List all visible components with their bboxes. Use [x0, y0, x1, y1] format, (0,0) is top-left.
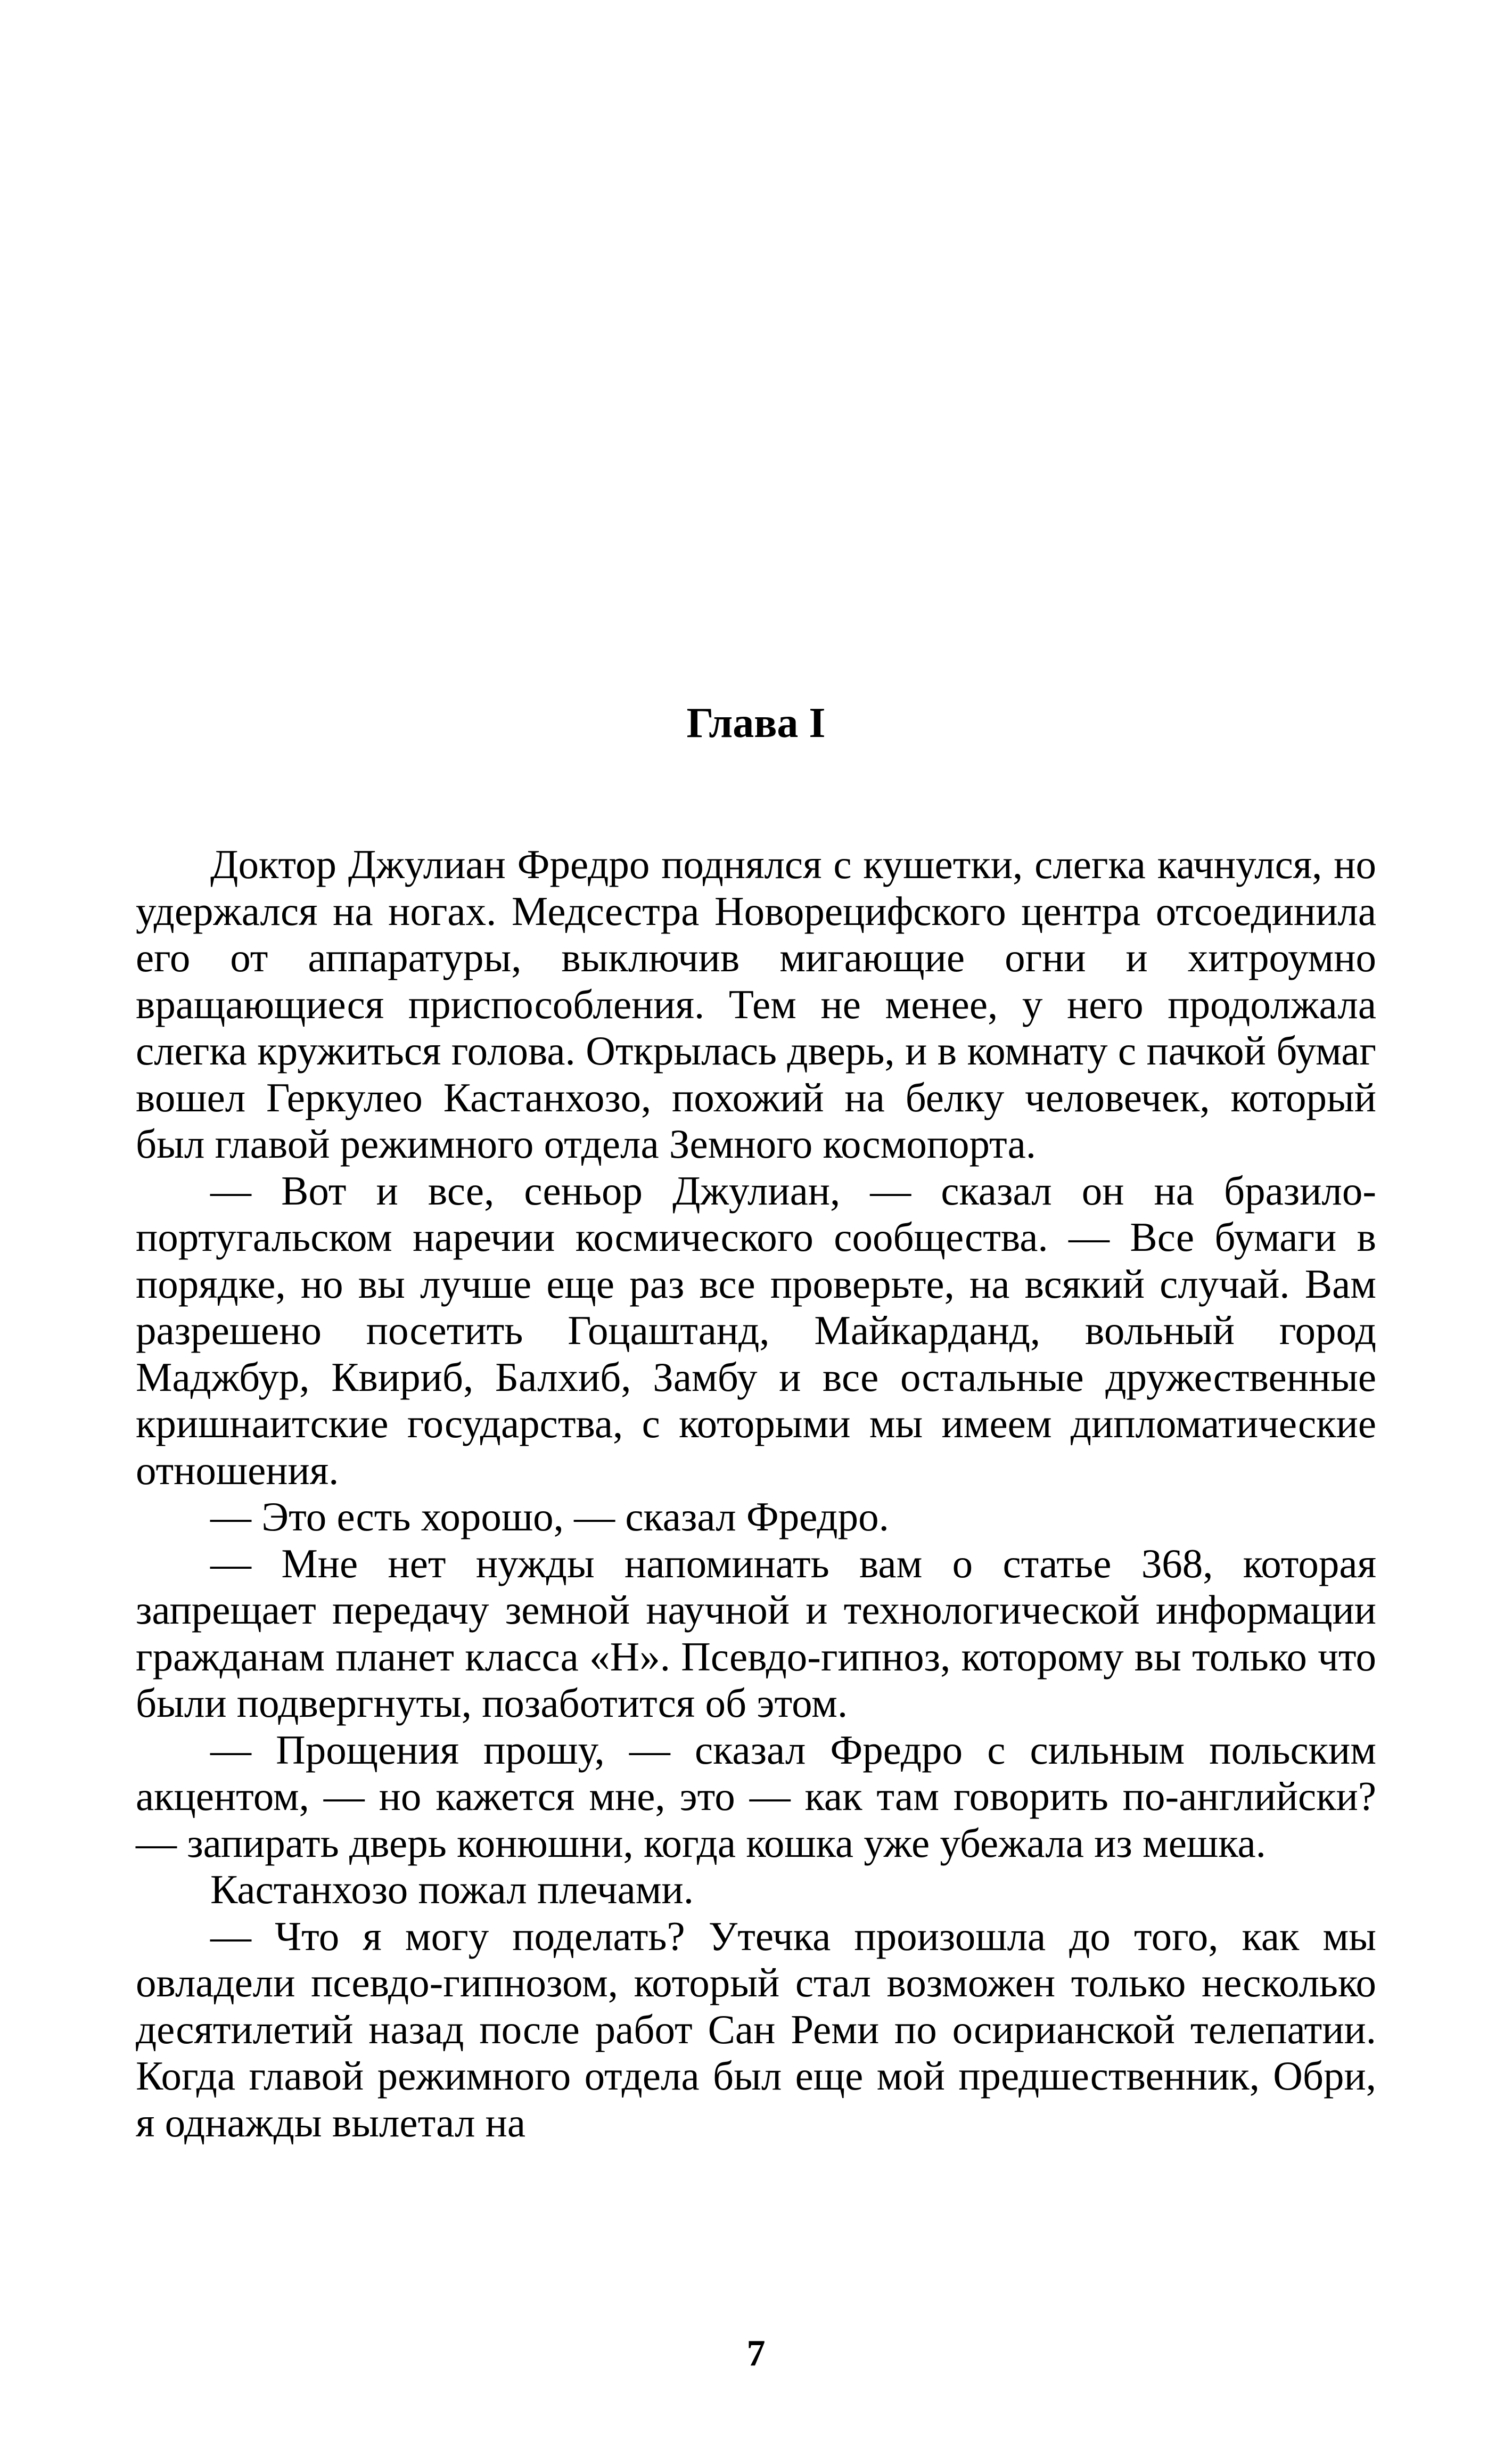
paragraph: — Вот и все, сеньор Джулиан, — сказал он на бразило-португальском наречии космического сообщества. — Все бумаги в порядке, но вы лучше еще раз все проверьте, на всякий случай. Вам разрешено посетить Гоцаштанд, Майкарданд, вольный город Маджбур, Квириб, Балхиб, Замбу и все остальные дружественные кришнаитские государства, с которыми мы имеем дипломатические отношения. [136, 1167, 1376, 1493]
paragraph: — Мне нет нужды напоминать вам о статье 368, которая запрещает передачу земной научной и технологической информации гражданам планет класса «Н». Псевдо-гипноз, которому вы только что были подвергнуты, позаботится об этом. [136, 1540, 1376, 1726]
paragraph: Доктор Джулиан Фредро поднялся с кушетки, слегка качнулся, но удержался на ногах. Медсестра Новорецифского центра отсоединила его от аппаратуры, выключив мигающие огни и хитроумно вращающиеся приспособления. Тем не менее, у него продолжала слегка кружиться голова. Открылась дверь, и в комнату с пачкой бумаг вошел Геркулео Кастанхозо, похожий на белку человечек, который был главой режимного отдела Земного космопорта. [136, 841, 1376, 1167]
body-text [136, 841, 1376, 2146]
page-number: 7 [746, 2333, 766, 2374]
paragraph: — Что я могу поделать? Утечка произошла до того, как мы овладели псевдо-гипнозом, который стал возможен только несколько десятилетий назад после работ Сан Реми по осирианской телепатии. Когда главой режимного отдела был еще мой предшественник, Обри, я однажды вылетал на [136, 1913, 1376, 2145]
paragraph: Кастанхозо пожал плечами. [210, 1866, 694, 1912]
chapter-title: Глава I [686, 700, 826, 747]
paragraph: — Это есть хорошо, — сказал Фредро. [210, 1494, 889, 1539]
paragraph: — Прощения прошу, — сказал Фредро с сильным польским акцентом, — но кажется мне, это — как там говорить по-английски? — запирать дверь конюшни, когда кошка уже убежала из мешка. [136, 1726, 1376, 1866]
